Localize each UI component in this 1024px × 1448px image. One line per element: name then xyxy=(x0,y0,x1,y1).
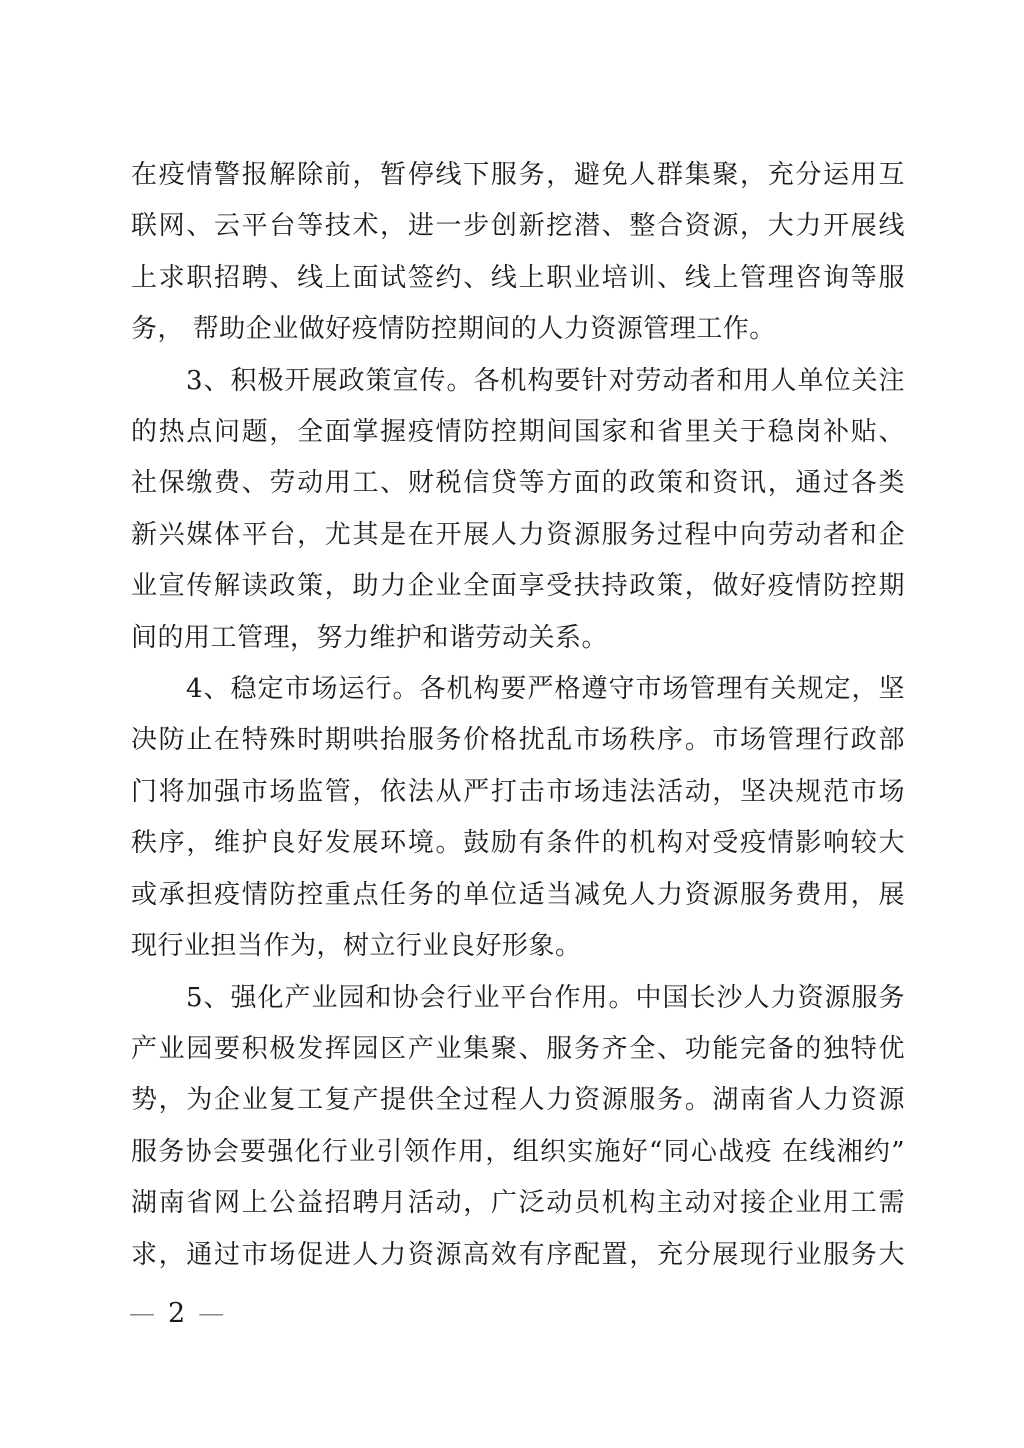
paragraph-item-4 xyxy=(131,664,905,972)
text-line: 上求职招聘、线上面试签约、线上职业培训、线上管理咨询等服 xyxy=(131,262,905,293)
text-line: 湖南省网上公益招聘月活动，广泛动员机构主动对接企业用工需 xyxy=(131,1188,905,1219)
text-line: 联网、云平台等技术，进一步创新挖潜、整合资源，大力开展线 xyxy=(131,211,905,242)
text-line: 新兴媒体平台，尤其是在开展人力资源服务过程中向劳动者和企 xyxy=(131,519,905,550)
text-line: 门将加强市场监管，依法从严打击市场违法活动，坚决规范市场 xyxy=(131,776,905,807)
text-line: 的热点问题，全面掌握疫情防控期间国家和省里关于稳岗补贴、 xyxy=(131,417,905,448)
paragraph-item-5 xyxy=(131,973,905,1281)
text-line: 势，为企业复工复产提供全过程人力资源服务。湖南省人力资源 xyxy=(131,1085,905,1116)
text-line: 决防止在特殊时期哄抬服务价格扰乱市场秩序。市场管理行政部 xyxy=(131,725,905,756)
text-line: 服务协会要强化行业引领作用，组织实施好“同心战疫 在线湘约” xyxy=(131,1136,905,1167)
text-line: 现行业担当作为，树立行业良好形象。 xyxy=(131,931,582,962)
text-line: 在疫情警报解除前，暂停线下服务，避免人群集聚，充分运用互 xyxy=(131,160,905,190)
text-line: 求，通过市场促进人力资源高效有序配置，充分展现行业服务大 xyxy=(131,1239,905,1270)
text-line: 或承担疫情防控重点任务的单位适当减免人力资源服务费用，展 xyxy=(131,879,905,910)
footer-dash-right: — xyxy=(198,1302,225,1326)
text-line: 5、强化产业园和协会行业平台作用。中国长沙人力资源服务 xyxy=(186,982,905,1013)
footer-dash-left: — xyxy=(129,1302,155,1326)
document-text xyxy=(131,150,905,1281)
text-line: 4、稳定市场运行。各机构要严格遵守市场管理有关规定，坚 xyxy=(186,674,905,705)
page-footer xyxy=(129,1299,224,1329)
text-line: 业宣传解读政策，助力企业全面享受扶持政策，做好疫情防控期 xyxy=(131,571,905,602)
text-line: 3、积极开展政策宣传。各机构要针对劳动者和用人单位关注 xyxy=(186,365,905,396)
text-line: 社保缴费、劳动用工、财税信贷等方面的政策和资讯，通过各类 xyxy=(131,468,905,499)
text-line: 产业园要积极发挥园区产业集聚、服务齐全、功能完备的独特优 xyxy=(131,1033,905,1064)
text-line: 秩序，维护良好发展环境。鼓励有条件的机构对受疫情影响较大 xyxy=(131,828,905,859)
text-line: 间的用工管理，努力维护和谐劳动关系。 xyxy=(131,622,609,653)
page-number: 2 xyxy=(168,1298,186,1329)
paragraph-continuation xyxy=(131,150,905,356)
paragraph-item-3 xyxy=(131,356,905,664)
text-line: 务， 帮助企业做好疫情防控期间的人力资源管理工作。 xyxy=(131,314,776,345)
